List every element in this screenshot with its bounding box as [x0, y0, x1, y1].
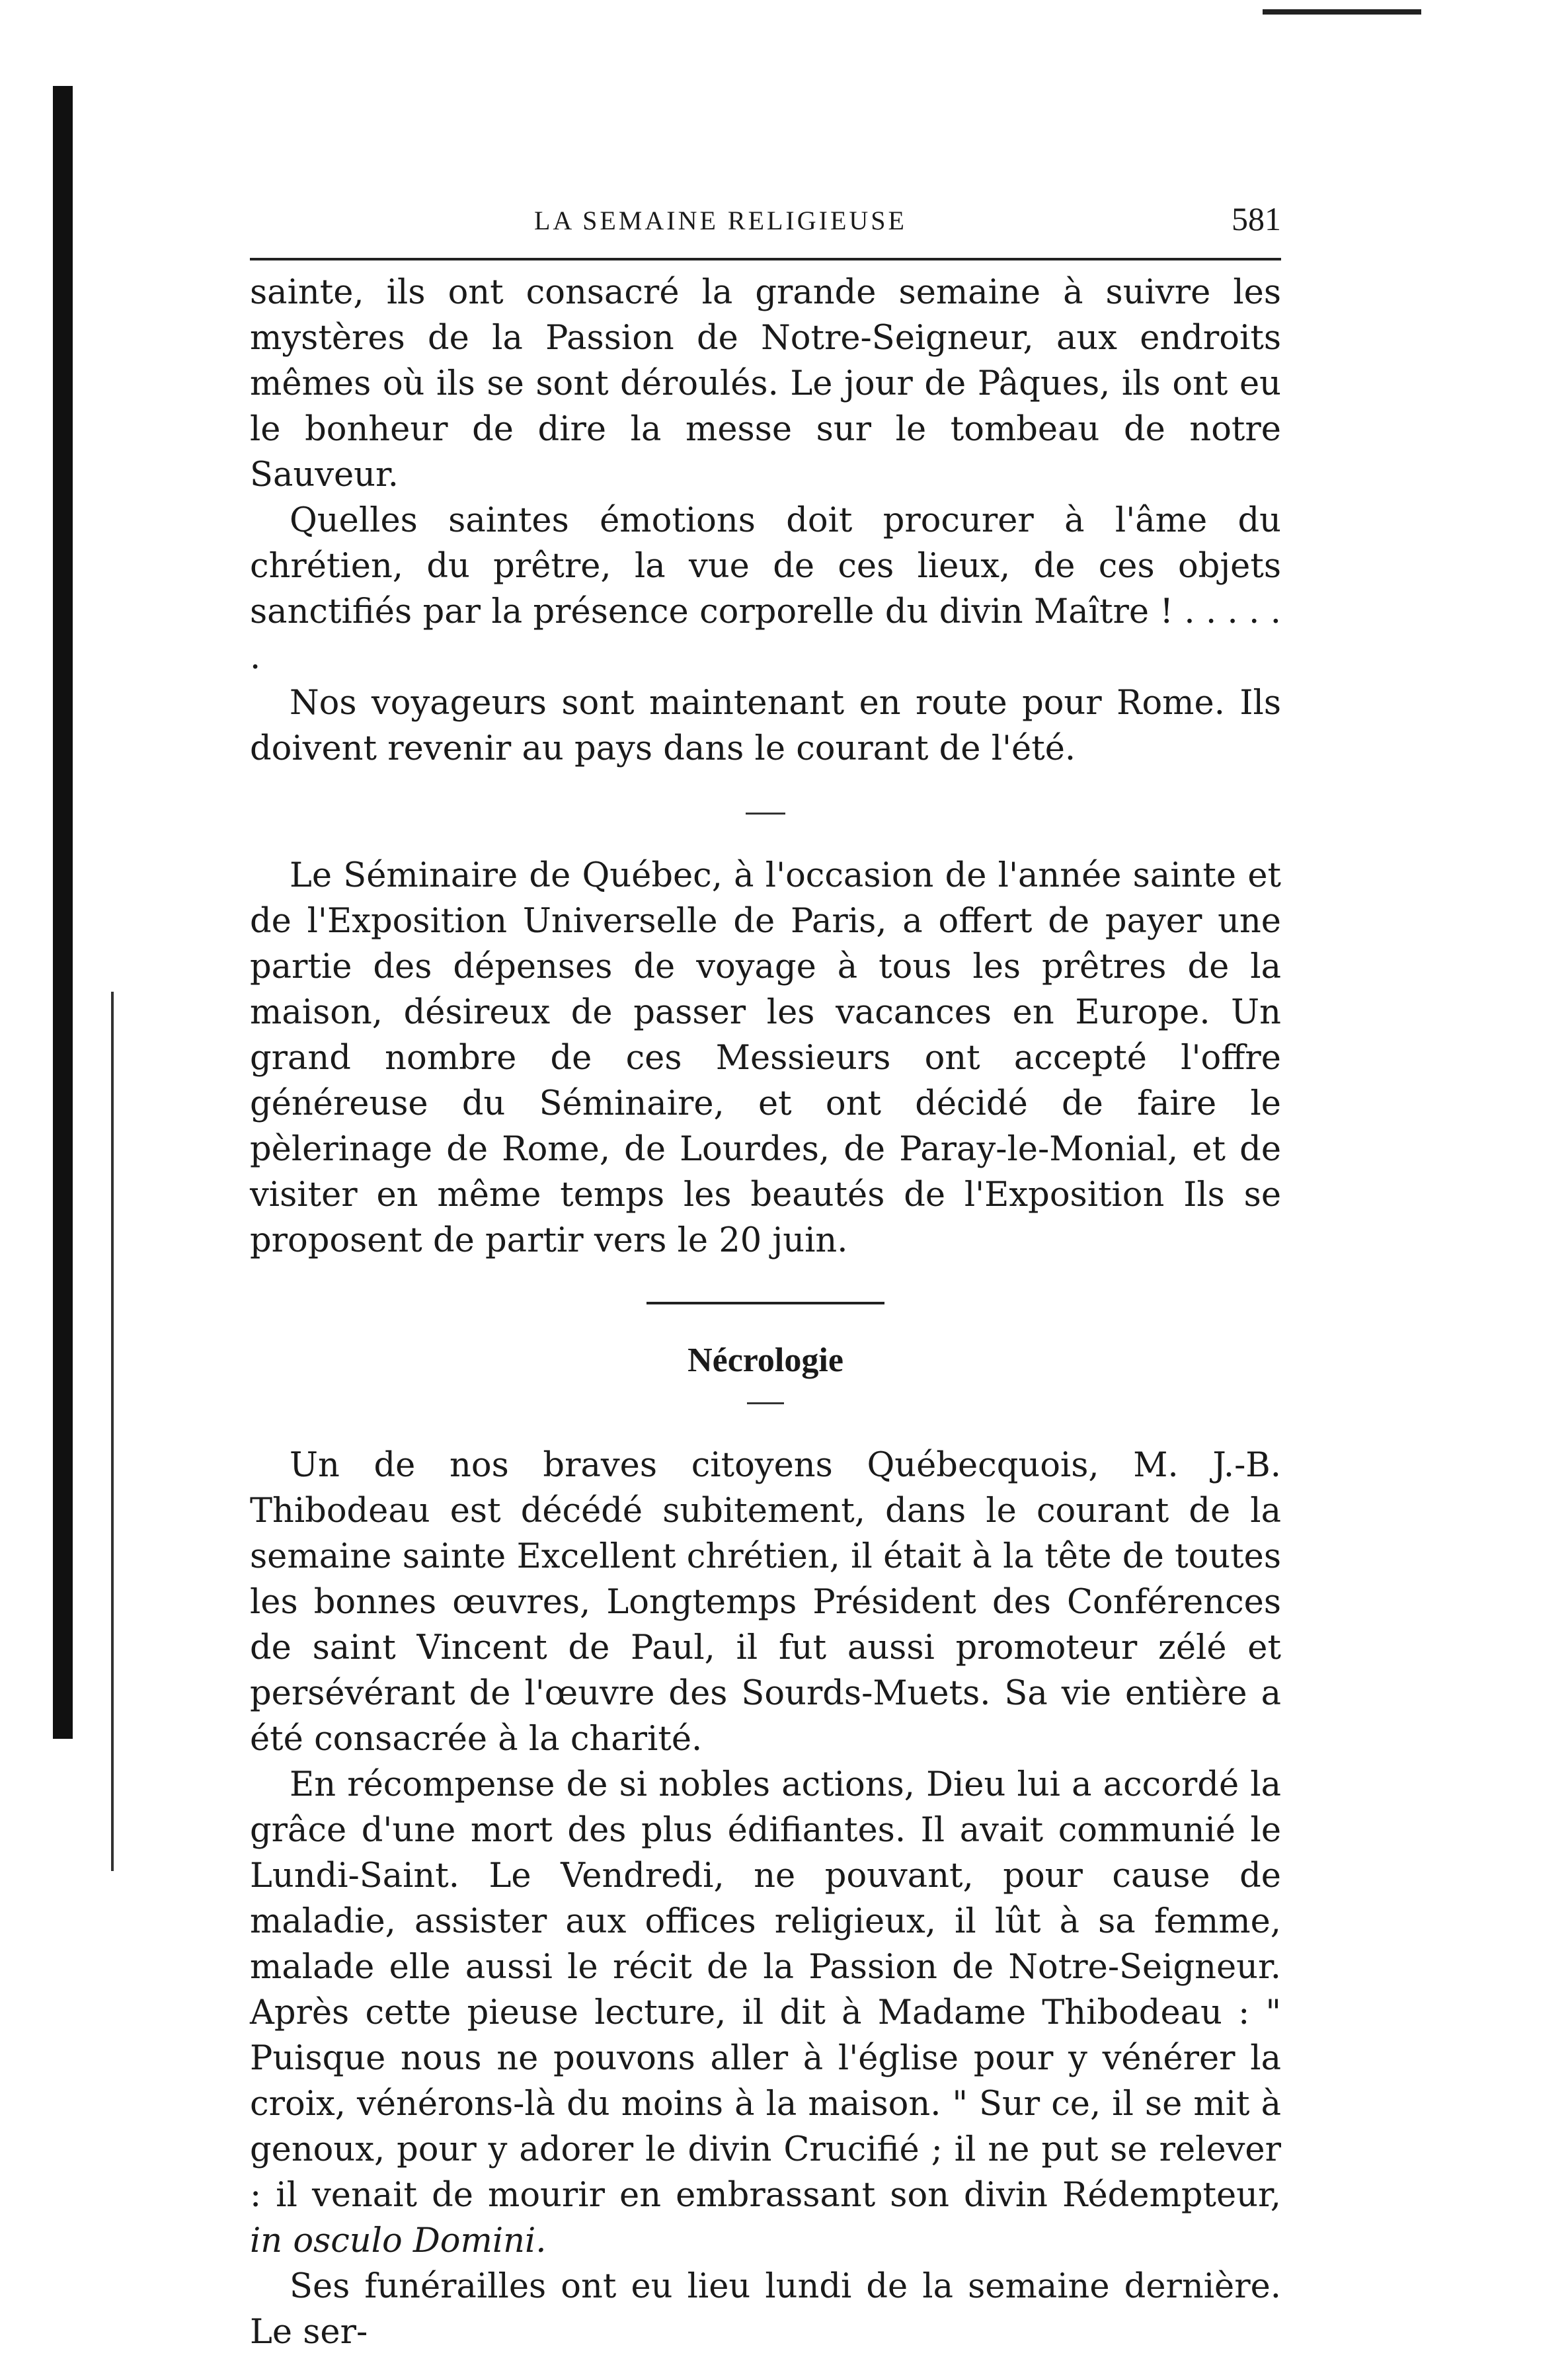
scan-top-rule: [1263, 9, 1421, 15]
paragraph-continuation: sainte, ils ont consacré la grande semaine à suivre les mystères de la Passion de Notre-Seigneur, aux endroits mêmes où ils se sont déroulés. Le jour de Pâques, ils ont eu le bonheur de dire la messe sur le tombeau de notre Sauveur.: [250, 273, 1281, 495]
section-rule: [647, 1302, 884, 1304]
running-title: LA SEMAINE RELIGIEUSE: [534, 206, 907, 235]
paragraph-voyageurs: Nos voyageurs sont maintenant en route pour Rome. Ils doivent revenir au pays dans le courant de l'été.: [250, 684, 1281, 768]
page: [250, 198, 1281, 2355]
heading-dash: [747, 1402, 784, 1404]
paragraph-necrologie-1: Un de nos braves citoyens Québecquois, M. J.-B. Thibodeau est décédé subitement, dans le courant de la semaine sainte Excellent chrétien, il était à la tête de toutes les bonnes œuvres, Longtemps Président des Conférences de saint Vincent de Paul, il fut aussi promoteur zélé et persévérant de l'œuvre des Sourds-Muets. Sa vie entière a été consacrée à la charité.: [250, 1446, 1281, 1759]
paragraph-necrologie-3: Ses funérailles ont eu lieu lundi de la semaine dernière. Le ser-: [250, 2267, 1281, 2352]
paragraph-emotions: Quelles saintes émotions doit procurer à l'âme du chrétien, du prêtre, la vue de ces lieux, de ces objets sanctifiés par la présence corporelle du divin Maître ! . . . . . .: [250, 501, 1281, 677]
page-number: 581: [1232, 200, 1281, 237]
running-head: [250, 198, 1281, 245]
paragraph-necrologie-2: [250, 1762, 1281, 2264]
section-dash: [746, 813, 785, 815]
scan-binding-shadow: [53, 86, 73, 1739]
latin-phrase: in osculo Domini.: [250, 2221, 547, 2260]
necrologie-heading: Nécrologie: [687, 1341, 843, 1379]
header-rule: [250, 258, 1281, 260]
paragraph-necrologie-2-text: En récompense de si nobles actions, Dieu lui a accordé la grâce d'une mort des plus édifiantes. Il avait communié le Lundi-Saint. Le Vendredi, ne pouvant, pour cause de maladie, assister aux offices religieux, il lût à sa femme, malade elle aussi le récit de la Passion de Notre-Seigneur. Après cette pieuse lecture, il dit à Madame Thibodeau : " Puisque nous ne pouvons aller à l'église pour y vénérer la croix, vénérons-là du moins à la maison. " Sur ce, il se mit à genoux, pour y adorer le divin Crucifié ; il ne put se relever : il venait de mourir en embrassant son divin Rédempteur,: [250, 1765, 1281, 2215]
paragraph-seminaire: Le Séminaire de Québec, à l'occasion de l'année sainte et de l'Exposition Universelle de Paris, a offert de payer une partie des dépenses de voyage à tous les prêtres de la maison, désireux de passer les vacances en Europe. Un grand nombre de ces Messieurs ont accepté l'offre généreuse du Séminaire, et ont décidé de faire le pèlerinage de Rome, de Lourdes, de Paray-le-Monial, et de visiter en même temps les beautés de l'Exposition Ils se proposent de partir vers le 20 juin.: [250, 856, 1281, 1260]
scan-margin-line: [111, 992, 114, 1871]
